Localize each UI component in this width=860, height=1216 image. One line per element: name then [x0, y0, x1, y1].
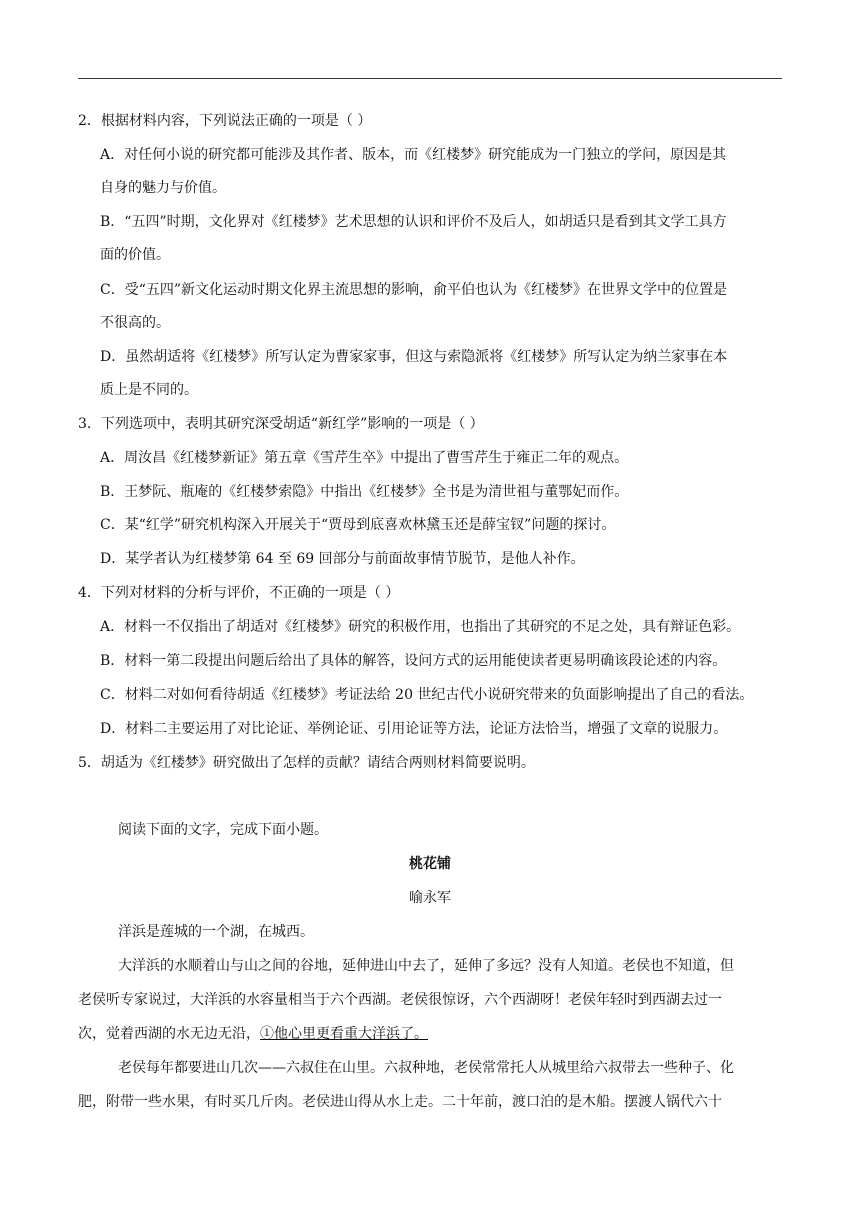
q2-option-c: C．受“五四”新文化运动时期文化界主流思想的影响，俞平伯也认为《红楼梦》在世界文学中的位置是 [100, 282, 728, 298]
q4-stem: 4．下列对材料的分析与评价，不正确的一项是（ ） [78, 585, 400, 601]
q2-option-c-cont: 不很高的。 [100, 315, 170, 331]
q4-option-b: B．材料一第二段提出问题后给出了具体的解答，设问方式的运用能使读者更易明确该段论述的内容。 [100, 653, 727, 669]
q2-stem: 2．根据材料内容，下列说法正确的一项是（ ） [78, 113, 372, 129]
q3-option-c: C．某“红学”研究机构深入开展关于“贾母到底喜欢林黛玉还是薛宝钗”问题的探讨。 [100, 517, 616, 533]
q2-option-b: B．“五四”时期，文化界对《红楼梦》艺术思想的认识和评价不及后人，如胡适只是看到其文学工具方 [100, 214, 727, 230]
underlined-sentence-1: ①他心里更看重大洋浜了。 [260, 1026, 428, 1042]
q5-stem: 5．胡适为《红楼梦》研究做出了怎样的贡献？请结合两则材料简要说明。 [78, 755, 535, 771]
q4-option-a: A．材料一不仅指出了胡适对《红楼梦》研究的积极作用，也指出了其研究的不足之处，具有辩证色彩。 [100, 619, 741, 635]
q2-option-d-cont: 质上是不同的。 [100, 382, 198, 398]
header-rule [78, 78, 782, 79]
q3-option-a: A．周汝昌《红楼梦新证》第五章《雪芹生卒》中提出了曹雪芹生于雍正二年的观点。 [100, 450, 629, 466]
story-author: 喻永军 [409, 890, 451, 906]
q4-option-c: C．材料二对如何看待胡适《红楼梦》考证法给 20 世纪古代小说研究带来的负面影响提出了自己的看法。 [100, 687, 754, 703]
reading-instruction: 阅读下面的文字，完成下面小题。 [118, 822, 328, 838]
story-text: 次，觉着西湖的水无边无沿， [78, 1026, 260, 1042]
story-paragraph-2-line-2: 老侯听专家说过，大洋浜的水容量相当于六个西湖。老侯很惊讶，六个西湖呀！老侯年轻时到西湖去过一 [78, 992, 722, 1008]
q3-stem: 3．下列选项中，表明其研究深受胡适“新红学”影响的一项是（ ） [78, 416, 484, 432]
story-title: 桃花铺 [409, 856, 451, 872]
q2-option-d: D．虽然胡适将《红楼梦》所写认定为曹家家事，但这与索隐派将《红楼梦》所写认定为纳兰家事在本 [100, 349, 728, 365]
story-paragraph-3-line-2: 肥，附带一些水果，有时买几斤肉。老侯进山得从水上走。二十年前，渡口泊的是木船。摆渡人锅代六十 [78, 1094, 722, 1110]
story-paragraph-1: 洋浜是莲城的一个湖，在城西。 [118, 924, 314, 940]
q4-option-d: D．材料二主要运用了对比论证、举例论证、引用论证等方法，论证方法恰当，增强了文章的说服力。 [100, 721, 728, 737]
q3-option-b: B．王梦阮、瓶庵的《红楼梦索隐》中指出《红楼梦》全书是为清世祖与董鄂妃而作。 [100, 484, 629, 500]
q2-option-b-cont: 面的价值。 [100, 247, 170, 263]
q2-option-a: A．对任何小说的研究都可能涉及其作者、版本，而《红楼梦》研究能成为一门独立的学问，原因是其 [100, 147, 727, 163]
q2-option-a-cont: 自身的魅力与价值。 [100, 180, 226, 196]
story-paragraph-3-line-1: 老侯每年都要进山几次——六叔住在山里。六叔种地，老侯常常托人从城里给六叔带去一些种子、化 [118, 1060, 734, 1076]
q3-option-d: D．某学者认为红楼梦第 64 至 69 回部分与前面故事情节脱节，是他人补作。 [100, 551, 585, 567]
story-paragraph-2-line-1: 大洋浜的水顺着山与山之间的谷地，延伸进山中去了，延伸了多远？没有人知道。老侯也不知道，但 [118, 958, 734, 974]
story-paragraph-2-line-3 [78, 1024, 428, 1044]
